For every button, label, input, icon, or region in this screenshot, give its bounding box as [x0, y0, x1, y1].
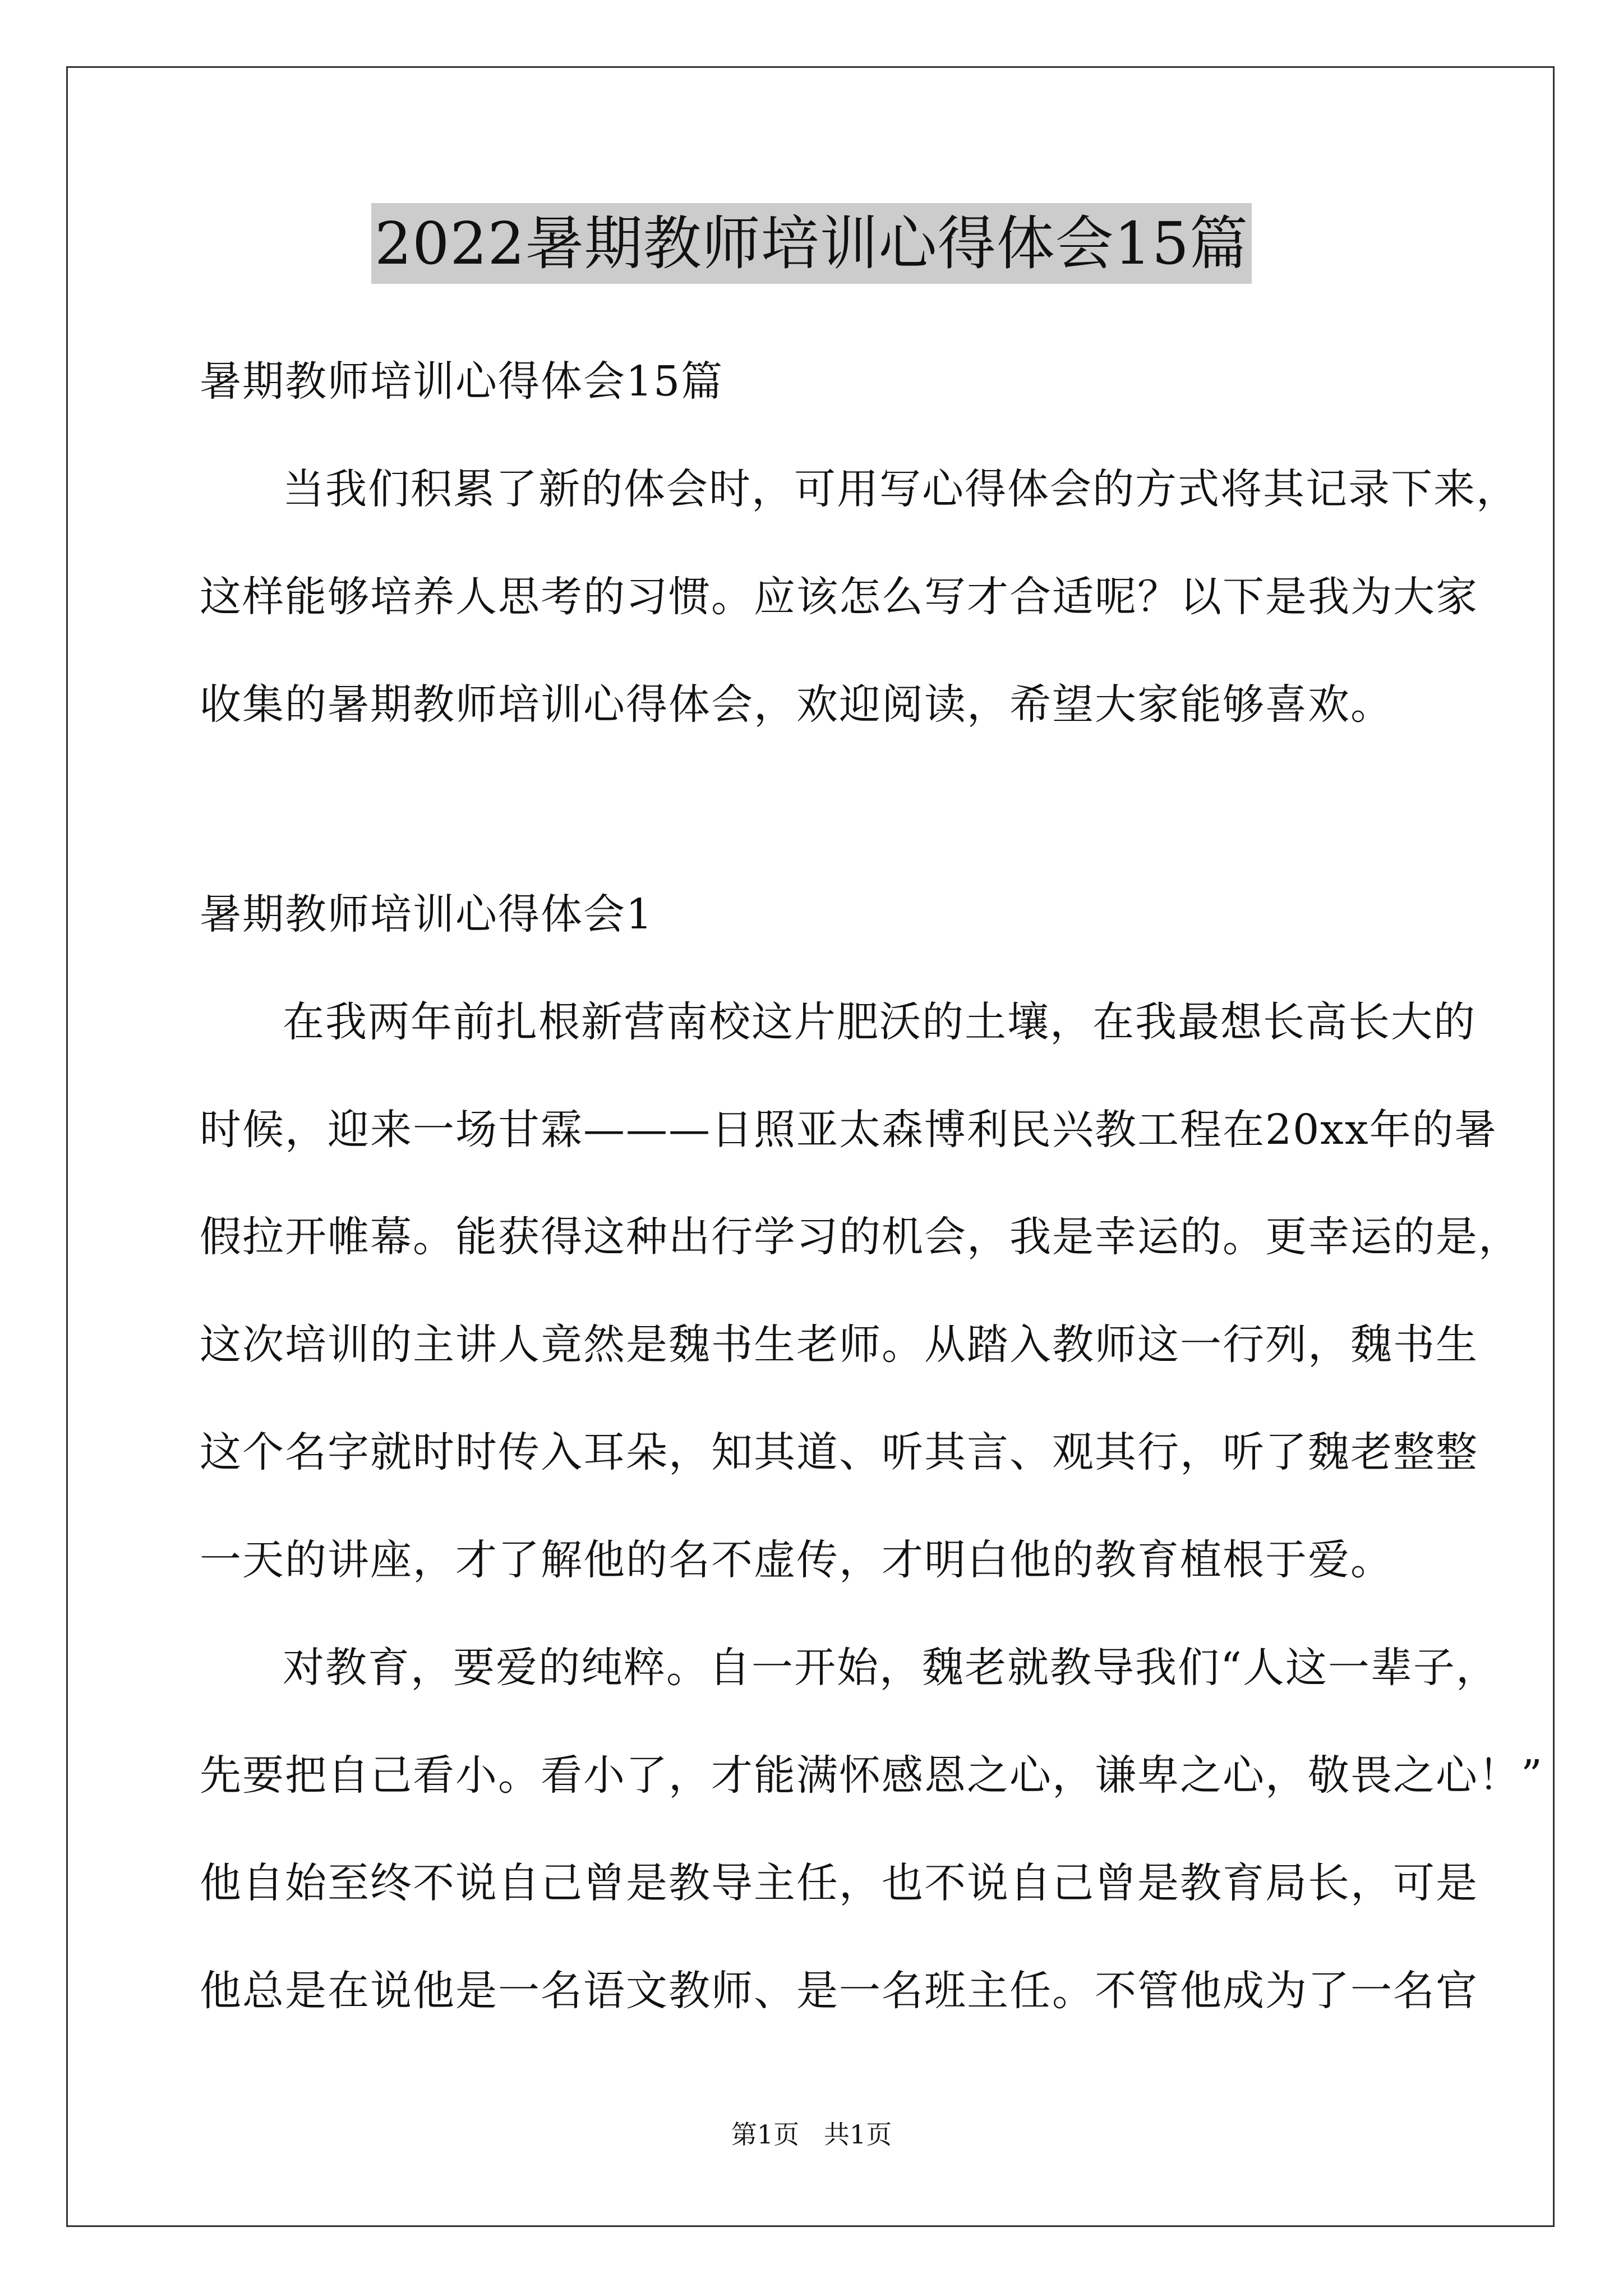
document-subtitle: 暑期教师培训心得体会15篇	[200, 357, 724, 406]
para1-line-5: 这个名字就时时传入耳朵，知其道、听其言、观其行，听了魏老整整	[200, 1428, 1478, 1476]
para1-line-2: 时候，迎来一场甘霖———日照亚太森博利民兴教工程在20xx年的暑	[200, 1106, 1497, 1154]
para1-line-4: 这次培训的主讲人竟然是魏书生老师。从踏入教师这一行列，魏书生	[200, 1320, 1478, 1369]
page-footer: 第1页 共1页	[731, 2119, 892, 2150]
para1-line-6: 一天的讲座，才了解他的名不虚传，才明白他的教育植根于爱。	[200, 1536, 1393, 1584]
para1-line-3: 假拉开帷幕。能获得这种出行学习的机会，我是幸运的。更幸运的是，	[200, 1213, 1521, 1261]
para2-line-2: 先要把自己看小。看小了，才能满怀感恩之心，谦卑之心，敬畏之心！”	[200, 1751, 1543, 1800]
para2-line-4: 他总是在说他是一名语文教师、是一名班主任。不管他成为了一名官	[200, 1967, 1478, 2015]
para1-line-1: 在我两年前扎根新营南校这片肥沃的土壤，在我最想长高长大的	[283, 998, 1476, 1046]
intro-line-2: 这样能够培养人思考的习惯。应该怎么写才合适呢？以下是我为大家	[200, 573, 1478, 621]
section-heading: 暑期教师培训心得体会1	[200, 890, 654, 938]
intro-line-3: 收集的暑期教师培训心得体会，欢迎阅读，希望大家能够喜欢。	[200, 680, 1393, 729]
document-title: 2022暑期教师培训心得体会15篇	[371, 203, 1252, 284]
title-container	[0, 203, 1623, 284]
para2-line-3: 他自始至终不说自己曾是教导主任，也不说自己曾是教育局长，可是	[200, 1859, 1478, 1907]
para2-line-1: 对教育，要爱的纯粹。自一开始，魏老就教导我们“人这一辈子，	[283, 1644, 1498, 1692]
intro-line-1: 当我们积累了新的体会时，可用写心得体会的方式将其记录下来，	[283, 465, 1519, 513]
